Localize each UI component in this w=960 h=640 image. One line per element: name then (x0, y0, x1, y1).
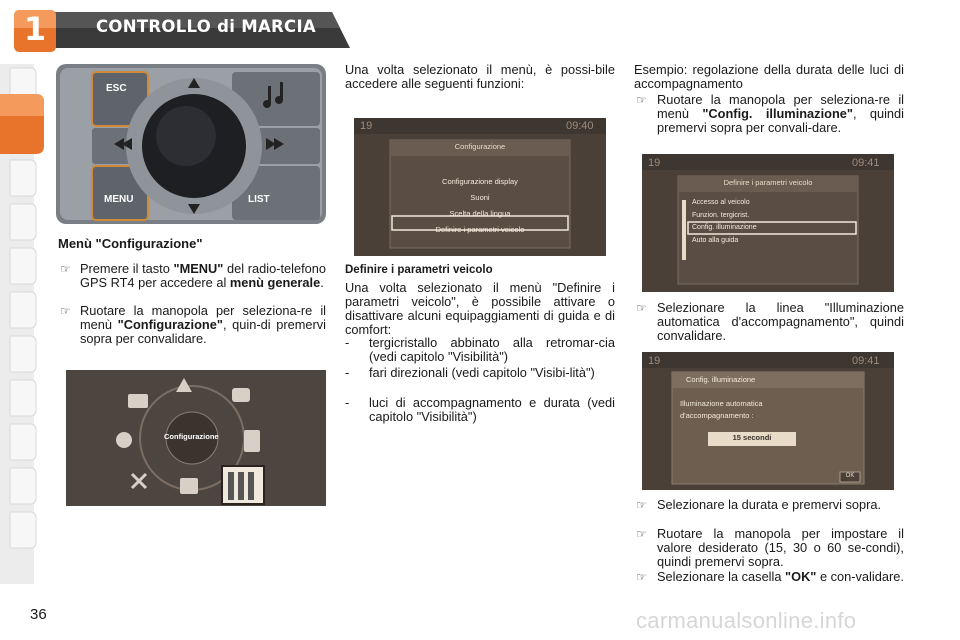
pointer-icon: ☞ (636, 93, 647, 107)
screen-message-line: Illuminazione automatica (680, 399, 763, 408)
screen-menu-item-selected: Config. illuminazione (692, 224, 757, 231)
list-button-label: LIST (248, 194, 270, 205)
status-left: 19 (360, 120, 373, 132)
screen-menu-item: Accesso al veicolo (692, 199, 750, 206)
esc-button-label: ESC (106, 83, 127, 94)
duration-value: 15 secondi (732, 433, 772, 442)
right-bullet-5: Selezionare la casella "OK" e con-validare. (657, 569, 904, 584)
status-time: 09:41 (852, 157, 880, 169)
page-title: CONTROLLO di MARCIA (96, 17, 316, 36)
pointer-icon: ☞ (60, 262, 71, 276)
pointer-icon: ☞ (636, 301, 647, 315)
screen-menu-item: Auto alla guida (692, 236, 739, 244)
screen-menu-item-selected: Definire i parametri veicolo (435, 225, 525, 234)
screen-menu-list (390, 174, 570, 238)
chapter-side-tabs (0, 64, 50, 584)
dash-marker: - (345, 395, 350, 410)
example-text: Esempio: regolazione della durata delle luci di accompagnamento (634, 62, 904, 91)
screen-menu-item: Funzion. tergicrist. (692, 211, 750, 219)
status-left: 19 (648, 355, 661, 367)
screen-menu-list (692, 197, 862, 247)
pointer-icon: ☞ (60, 304, 71, 318)
right-bullet-1: Ruotare la manopola per seleziona-re il menù "Config. illuminazione", quindi premervi sopra per convali-dare. (657, 92, 904, 135)
dash-item: tergicristallo abbinato alla retromar-cia (vedi capitolo "Visibilità") (369, 335, 615, 364)
dash-item: fari direzionali (vedi capitolo "Visibi-lità") (369, 365, 595, 380)
left-bullet-2: Ruotare la manopola per seleziona-re il menù "Configurazione", quin-di premervi sopra per convalidare. (80, 303, 326, 346)
menu-button-label: MENU (104, 194, 134, 205)
pointer-icon: ☞ (636, 570, 647, 584)
page-number: 36 (30, 606, 47, 623)
dash-marker: - (345, 365, 350, 380)
right-bullet-3: Selezionare la durata e premervi sopra. (657, 497, 882, 512)
screen-message-line: d'accompagnamento : (680, 411, 754, 420)
right-bullet-4: Ruotare la manopola per impostare il valore desiderato (15, 30 o 60 se-condi), quindi premervi sopra. (657, 526, 904, 569)
menu-configurazione-heading: Menù "Configurazione" (58, 236, 203, 251)
right-bullet-2: Selezionare la linea "Illuminazione automatica d'accompagnamento", quindi convalidare. (657, 300, 904, 343)
screen-menu-item: Scelta della lingua (449, 209, 511, 218)
pointer-icon: ☞ (636, 527, 647, 541)
status-time: 09:40 (566, 120, 594, 132)
pointer-icon: ☞ (636, 498, 647, 512)
status-time: 09:41 (852, 355, 880, 367)
screen-menu-item: Configurazione display (442, 177, 518, 186)
screen-title: Definire i parametri veicolo (723, 178, 813, 187)
left-bullet-1: Premere il tasto "MENU" del radio-telefono GPS RT4 per accedere al menù generale. (80, 261, 326, 290)
status-left: 19 (648, 157, 661, 169)
section-text: Una volta selezionato il menù "Definire i parametri veicolo", è possibile attivare o disattivare alcuni equipaggiamenti di guida e di comfort: (345, 280, 615, 337)
section-heading: Definire i parametri veicolo (345, 264, 493, 276)
screen-message (680, 398, 860, 422)
screen-title: Config. illuminazione (686, 375, 756, 384)
intro-text: Una volta selezionato il menù, è possi-bile accedere alle seguenti funzioni: (345, 62, 615, 91)
screen-title: Configurazione (454, 142, 506, 151)
watermark: carmanualsonline.info (636, 608, 857, 633)
dash-item: luci di accompagnamento e durata (vedi capitolo "Visibilità") (369, 395, 615, 424)
screen-menu-item: Suoni (470, 193, 490, 202)
dash-marker: - (345, 335, 350, 350)
chapter-number: 1 (23, 10, 47, 48)
radio-control-panel-image (56, 64, 326, 224)
circle-menu-label: Configurazione (164, 432, 219, 441)
ok-button: OK (845, 473, 855, 479)
